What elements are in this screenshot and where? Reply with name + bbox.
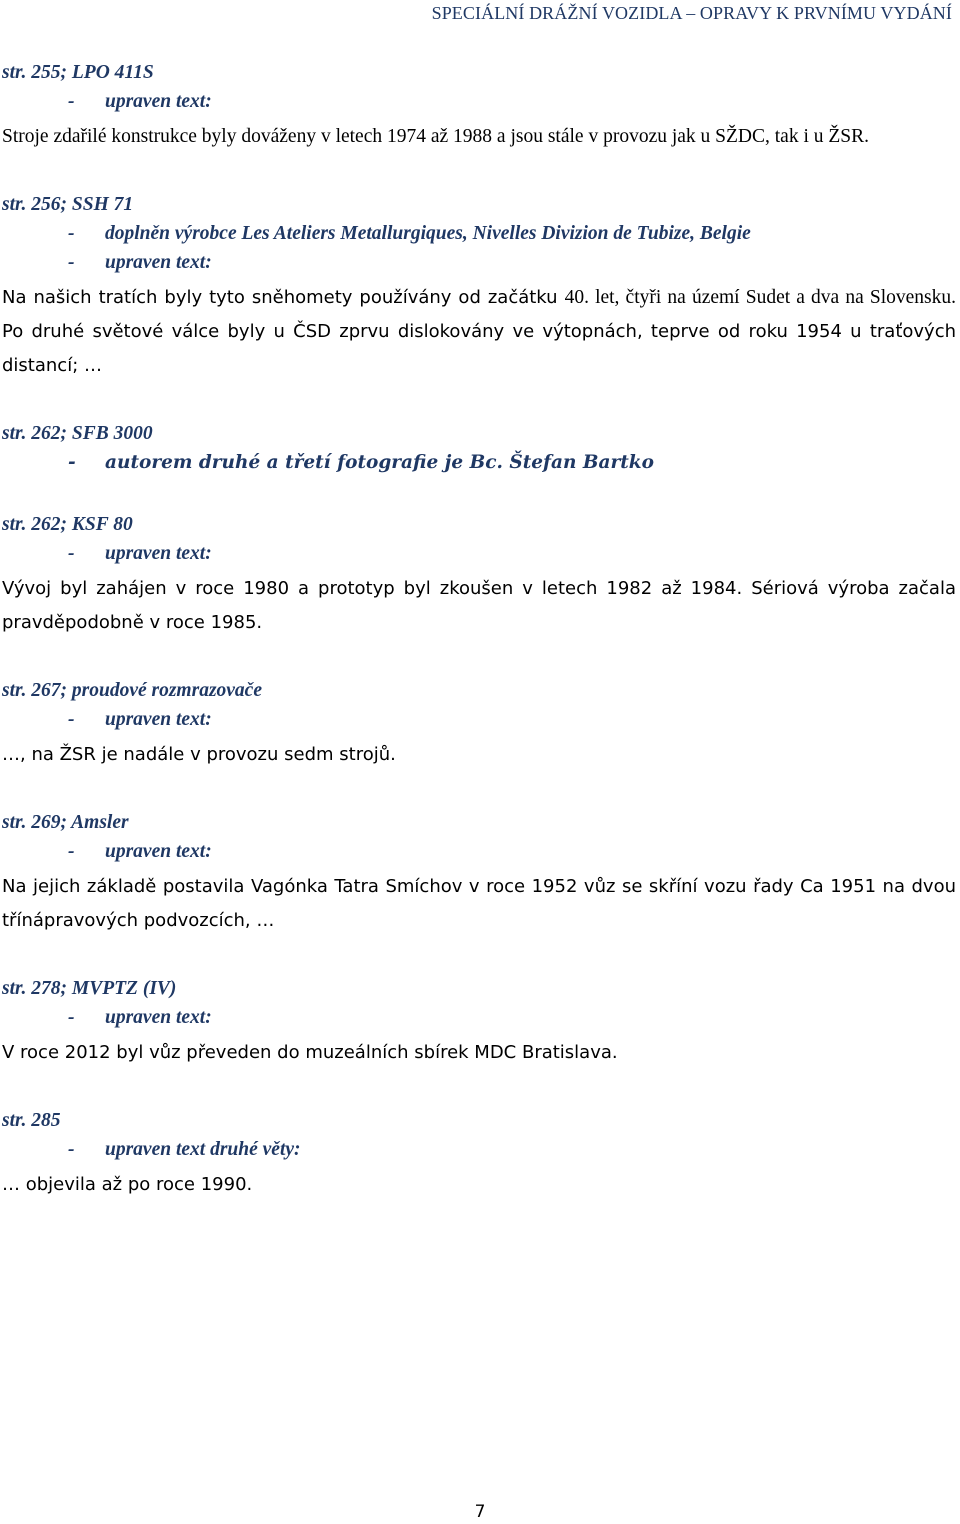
bullet-text: upraven text:: [105, 709, 212, 730]
bullet-text: upraven text:: [105, 1007, 212, 1028]
bullet-item: [2, 1139, 956, 1161]
section-sfb-3000: [2, 423, 956, 474]
bullet-item: [2, 252, 956, 274]
bullet-text: autorem druhé a třetí fotografie je Bc. Štefan Bartko: [105, 452, 654, 473]
dash-marker: -: [68, 709, 75, 730]
bullet-text: doplněn výrobce Les Ateliers Metallurgiques, Nivelles Divizion de Tubize, Belgie: [105, 223, 751, 244]
bullet-text: upraven text:: [105, 252, 212, 273]
section-rozmrazovace: [2, 680, 956, 772]
section-str-285: [2, 1110, 956, 1202]
paragraph-part-sans: Po druhé světové válce byly u ČSD zprvu dislokovány ve výtopnách, teprve od roku 1954 u traťových distancí; …: [2, 321, 956, 376]
section-paragraph: [2, 281, 956, 383]
section-heading: str. 267; proudové rozmrazovače: [2, 680, 262, 701]
section-heading: str. 285: [2, 1110, 61, 1131]
section-paragraph: … objevila až po roce 1990.: [2, 1174, 253, 1195]
bullet-item: [2, 841, 956, 863]
bullet-text: upraven text:: [105, 91, 212, 112]
bullet-item: [2, 452, 956, 474]
dash-marker: -: [68, 1007, 75, 1028]
dash-marker: -: [68, 91, 75, 112]
section-heading: str. 262; KSF 80: [2, 514, 133, 535]
bullet-text: upraven text:: [105, 841, 212, 862]
dash-marker: -: [68, 252, 75, 273]
section-mvptz: [2, 978, 956, 1070]
paragraph-part-sans: Na našich tratích byly tyto sněhomety používány od začátku: [2, 287, 565, 308]
section-heading: str. 278; MVPTZ (IV): [2, 978, 177, 999]
section-paragraph: Na jejich základě postavila Vagónka Tatra Smíchov v roce 1952 vůz se skříní vozu řady Ca 1951 na dvou třínápravových podvozcích, …: [2, 876, 956, 931]
dash-marker: -: [68, 452, 76, 473]
section-amsler: [2, 812, 956, 938]
section-heading: str. 255; LPO 411S: [2, 62, 154, 83]
bullet-item: [2, 709, 956, 731]
section-heading: str. 269; Amsler: [2, 812, 129, 833]
section-heading: str. 262; SFB 3000: [2, 423, 153, 444]
document-body: [2, 62, 956, 1232]
paragraph-part-serif: 40. let, čtyři na území Sudet a dva na Slovensku.: [564, 287, 956, 308]
section-ksf-80: [2, 514, 956, 640]
section-paragraph: V roce 2012 byl vůz převeden do muzeálních sbírek MDC Bratislava.: [2, 1042, 618, 1063]
section-heading: str. 256; SSH 71: [2, 194, 134, 215]
bullet-text: upraven text:: [105, 543, 212, 564]
dash-marker: -: [68, 841, 75, 862]
section-paragraph: Stroje zdařilé konstrukce byly dováženy v letech 1974 až 1988 a jsou stále v provozu jak u SŽDC, tak i u ŽSR.: [2, 126, 870, 147]
page-number: 7: [474, 1502, 486, 1522]
section-ssh-71: [2, 194, 956, 383]
section-paragraph: …, na ŽSR je nadále v provozu sedm strojů.: [2, 744, 396, 765]
bullet-text: upraven text druhé věty:: [105, 1139, 301, 1160]
section-paragraph: Vývoj byl zahájen v roce 1980 a prototyp byl zkoušen v letech 1982 až 1984. Sériová výroba začala pravděpodobně v roce 1985.: [2, 578, 956, 633]
running-header: SPECIÁLNÍ DRÁŽNÍ VOZIDLA – OPRAVY K PRVNÍMU VYDÁNÍ: [431, 3, 952, 23]
dash-marker: -: [68, 223, 75, 244]
section-lpo-411s: [2, 62, 956, 154]
dash-marker: -: [68, 543, 75, 564]
bullet-item: [2, 223, 956, 245]
dash-marker: -: [68, 1139, 75, 1160]
bullet-item: [2, 1007, 956, 1029]
bullet-item: [2, 543, 956, 565]
bullet-item: [2, 91, 956, 113]
